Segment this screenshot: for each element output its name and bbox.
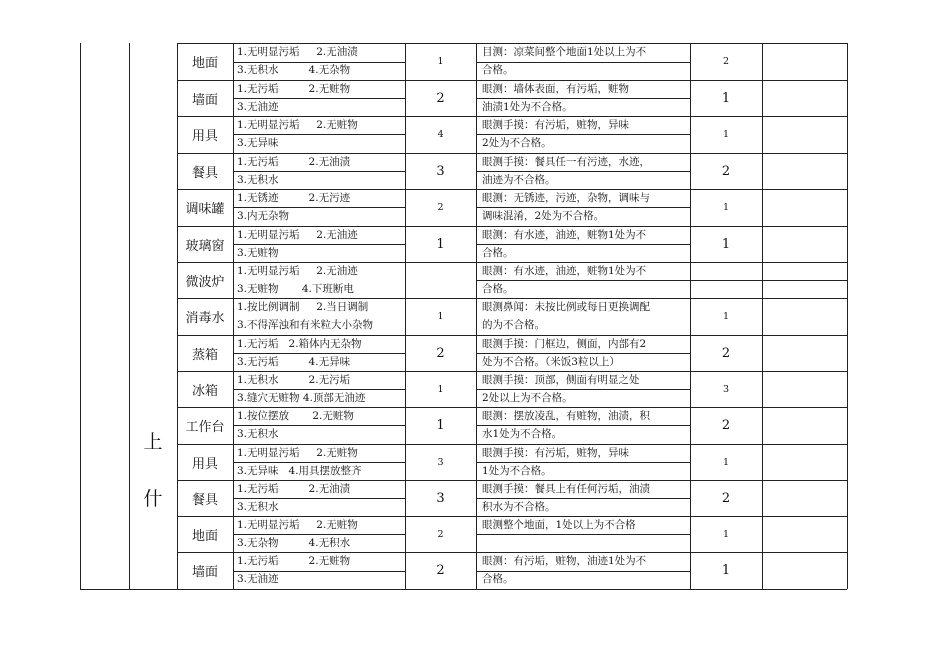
item-name-11: 用具: [191, 456, 218, 472]
standard-line-5-1: 3.无赃物: [237, 247, 279, 259]
method-line-9-0: 眼测手摸：顶部，侧面有明显之处: [482, 374, 640, 386]
deduct-score-1: 1: [721, 90, 731, 106]
method-line-8-1: 处为不合格。（米饭3粒以上）: [482, 356, 620, 368]
method-line-14-1: 合格。: [482, 573, 514, 585]
method-line-13-0: 眼测整个地面，1处以上为不合格: [482, 519, 636, 531]
max-score-3: 3: [436, 163, 445, 179]
deduct-score-7: 1: [722, 311, 730, 322]
zone-label-char-2: 什: [143, 488, 163, 510]
standard-line-7-0: 1.按比例调制 2.当日调制: [237, 301, 369, 313]
method-line-7-0: 眼测鼻闻：未按比例或每日更换调配: [482, 301, 650, 313]
grid-vline-c5: [476, 43, 477, 589]
standard-line-5-0: 1.无明显污垢 2.无油迹: [237, 229, 358, 241]
method-line-11-1: 1处为不合格。: [482, 465, 552, 477]
deduct-score-13: 1: [722, 528, 730, 540]
standard-line-11-0: 1.无明显污垢 2.无赃物: [237, 447, 358, 459]
method-line-9-1: 2处以上为不合格。: [482, 392, 573, 404]
method-midline-13: [476, 534, 690, 535]
method-line-2-1: 2处为不合格。: [482, 137, 552, 149]
deduct-score-9: 3: [722, 383, 730, 395]
grid-bottom-line: [80, 589, 847, 590]
standard-line-3-1: 3.无积水: [237, 174, 279, 186]
method-line-7-1: 的为不合格。: [482, 319, 545, 331]
max-score-8: 2: [436, 345, 445, 361]
standard-line-1-0: 1.无污垢 2.无赃物: [237, 83, 351, 95]
deduct-score-12: 2: [721, 490, 731, 506]
standard-line-3-0: 1.无污垢 2.无油渍: [237, 156, 351, 168]
standard-line-12-1: 3.无积水: [237, 501, 279, 513]
microwave-midline: [476, 280, 847, 281]
standard-line-4-1: 3.内无杂物: [237, 210, 290, 222]
method-line-1-0: 眼测：墙体表面，有污垢，赃物: [482, 83, 629, 95]
standard-line-11-1: 3.无异味 4.用具摆放整齐: [237, 465, 362, 477]
max-score-9: 1: [437, 383, 444, 395]
deduct-score-6: [690, 262, 762, 298]
max-score-6: [405, 262, 476, 298]
deduct-score-0: 2: [722, 56, 730, 67]
method-line-10-1: 水1处为不合格。: [482, 428, 563, 440]
standard-line-1-1: 3.无油迹: [237, 101, 279, 113]
max-score-7: 1: [437, 311, 444, 322]
standard-line-14-1: 3.无油迹: [237, 573, 279, 585]
standard-line-6-0: 1.无明显污垢 2.无油迹: [237, 265, 358, 277]
standard-line-13-1: 3.无杂物 4.无积水: [237, 537, 351, 549]
method-line-10-0: 眼测：摆放凌乱，有赃物，油渍，积: [482, 410, 650, 422]
standard-line-2-1: 3.无异味: [237, 137, 279, 149]
item-name-0: 地面: [191, 56, 218, 71]
deduct-score-11: 1: [722, 456, 730, 468]
deduct-score-4: 1: [722, 202, 730, 213]
method-line-12-1: 积水为不合格。: [482, 501, 556, 513]
item-name-14: 墙面: [191, 565, 218, 580]
grid-vline-c3: [233, 43, 234, 589]
standard-line-0-1: 3.无积水 4.无杂物: [237, 64, 351, 76]
standard-line-10-0: 1.按位摆放 2.无赃物: [237, 410, 354, 422]
deduct-score-10: 2: [721, 418, 731, 433]
item-name-8: 蒸箱: [191, 347, 218, 363]
method-line-4-1: 调味混淆，2处为不合格。: [482, 210, 605, 222]
deduct-score-5: 1: [721, 236, 731, 252]
method-line-2-0: 眼测手摸：有污垢，赃物，异味: [482, 119, 629, 131]
item-name-10: 工作台: [185, 420, 225, 435]
grid-vline-c0: [80, 43, 81, 589]
method-line-0-1: 合格。: [482, 64, 514, 76]
item-name-5: 玻璃窗: [185, 238, 225, 254]
max-score-13: 2: [437, 528, 444, 540]
item-name-4: 调味罐: [185, 202, 225, 217]
standard-line-14-0: 1.无污垢 2.无赃物: [237, 555, 351, 567]
method-line-0-0: 目测：凉菜间整个地面1处以上为不: [482, 46, 647, 58]
deduct-score-3: 2: [721, 163, 731, 179]
deduct-score-14: 1: [721, 563, 731, 578]
method-line-12-0: 眼测手摸：餐具上有任何污垢，油渍: [482, 483, 650, 495]
method-line-1-1: 油渍1处为不合格。: [482, 101, 573, 113]
method-line-5-1: 合格。: [482, 247, 514, 259]
max-score-11: 3: [437, 456, 444, 468]
standard-line-2-0: 1.无明显污垢 2.无赃物: [237, 119, 358, 131]
grid-vline-c8: [847, 43, 848, 589]
standard-line-13-0: 1.无明显污垢 2.无赃物: [237, 519, 358, 531]
max-score-2: 4: [437, 129, 444, 140]
method-line-4-0: 眼测：无锈迹，污迹，杂物，调味与: [482, 192, 650, 204]
item-name-7: 消毒水: [185, 311, 225, 326]
standard-line-8-1: 3.无污垢 4.无异味: [237, 356, 351, 368]
max-score-12: 3: [436, 490, 445, 506]
item-name-3: 餐具: [191, 165, 218, 181]
method-line-5-0: 眼测：有水迹，油迹，赃物1处为不: [482, 229, 647, 241]
item-name-2: 用具: [191, 129, 218, 144]
standard-line-9-1: 3.缝穴无赃物 4.顶部无油迹: [237, 392, 366, 404]
item-name-1: 墙面: [191, 92, 218, 108]
max-score-10: 1: [436, 418, 445, 433]
standard-line-4-0: 1.无锈迹 2.无污迹: [237, 192, 351, 204]
deduct-score-8: 2: [721, 345, 731, 361]
method-line-6-0: 眼测：有水迹，油迹，赃物1处为不: [482, 265, 647, 277]
zone-label-char-1: 上: [143, 431, 163, 453]
max-score-4: 2: [437, 202, 444, 213]
max-score-0: 1: [437, 56, 444, 67]
standard-line-9-0: 1.无积水 2.无污垢: [237, 374, 351, 386]
item-name-6: 微波炉: [185, 274, 225, 290]
grid-vline-c7: [762, 43, 763, 589]
method-line-3-1: 油迹为不合格。: [482, 174, 556, 186]
method-line-11-0: 眼测手摸：有污垢，赃物，异味: [482, 447, 629, 459]
method-line-6-1: 合格。: [482, 283, 514, 295]
standard-line-6-1: 3.无赃物 4.下班断电: [237, 283, 354, 295]
max-score-5: 1: [436, 236, 445, 252]
standard-line-12-0: 1.无污垢 2.无油渍: [237, 483, 351, 495]
item-name-12: 餐具: [191, 492, 218, 508]
method-line-3-0: 眼测手摸：餐具任一有污迹，水迹，: [482, 156, 650, 168]
max-score-14: 2: [436, 563, 445, 578]
method-line-14-0: 眼测：有污垢，赃物，油迹1处为不: [482, 555, 647, 567]
standard-line-7-1: 3.不得浑浊和有米粒大小杂物: [237, 319, 374, 331]
max-score-1: 2: [436, 90, 445, 106]
standard-line-10-1: 3.无积水: [237, 428, 279, 440]
item-name-13: 地面: [191, 528, 218, 544]
item-name-9: 冰箱: [191, 383, 218, 399]
deduct-score-2: 1: [722, 129, 730, 140]
standard-line-0-0: 1.无明显污垢 2.无油渍: [237, 46, 358, 58]
method-line-8-0: 眼测手摸：门框边，侧面，内部有2: [482, 338, 647, 350]
standard-line-8-0: 1.无污垢 2.箱体内无杂物: [237, 338, 362, 350]
